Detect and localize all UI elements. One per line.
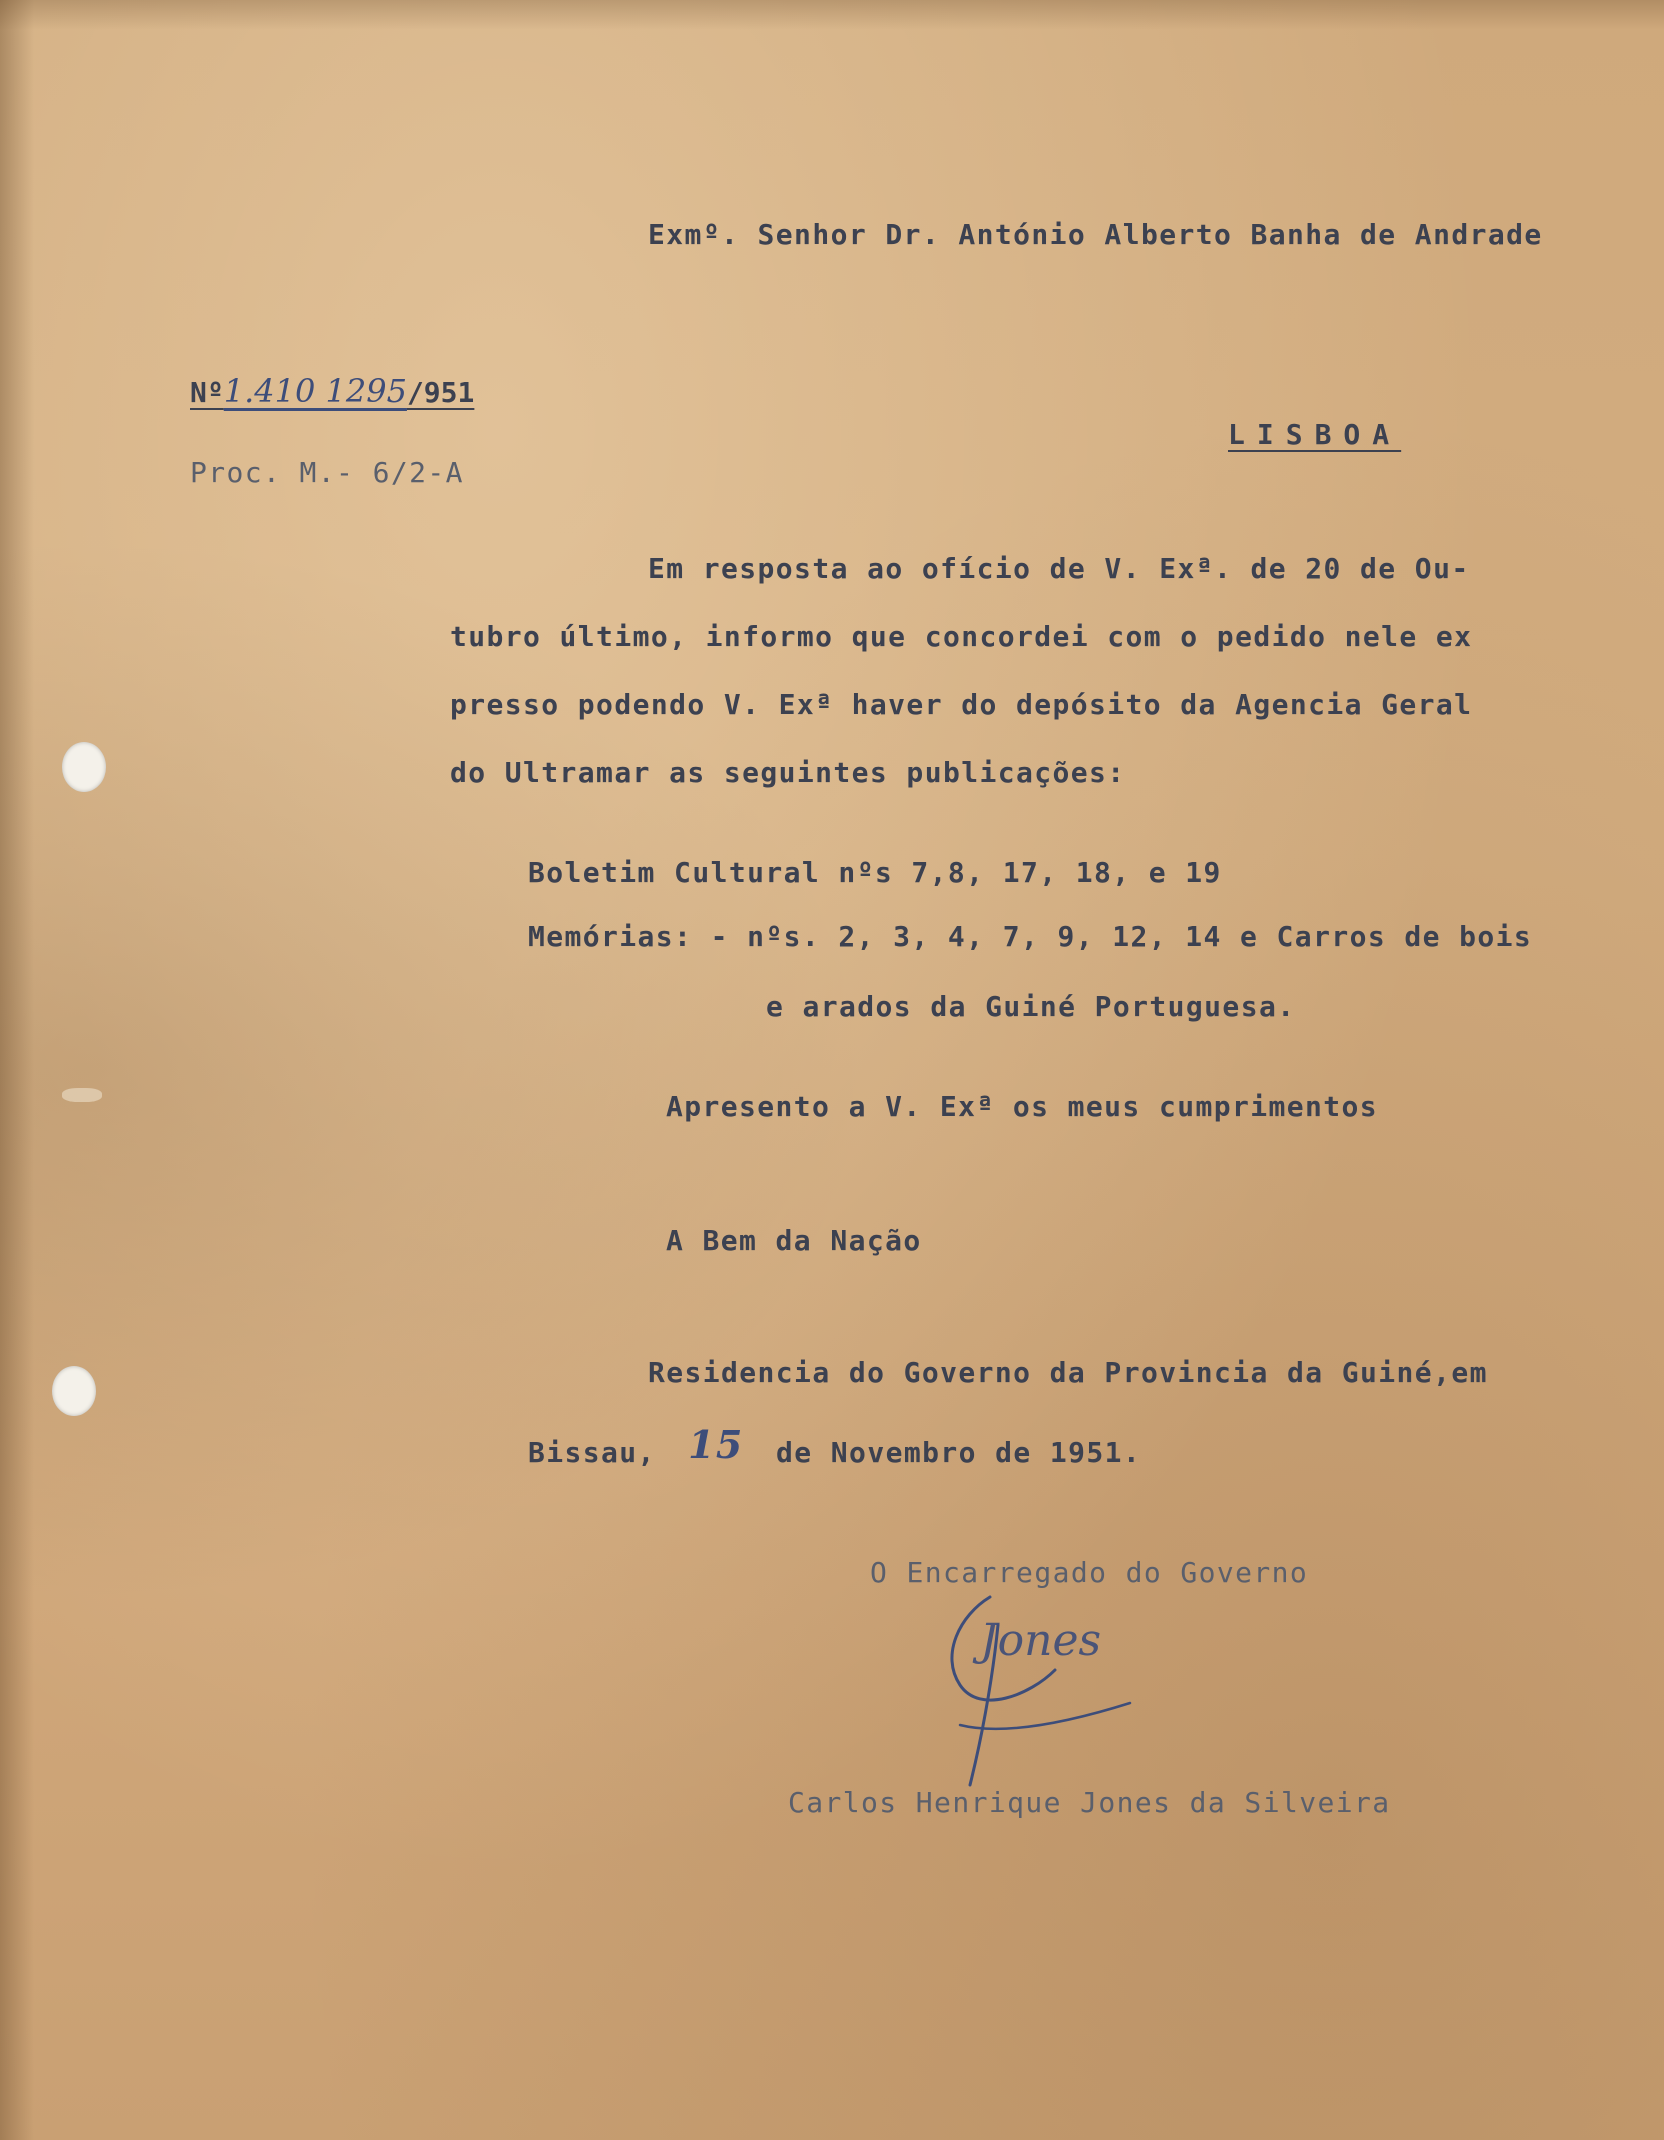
process-number: Proc. M.- 6/2-A bbox=[190, 456, 464, 489]
reference-year: /951 bbox=[406, 376, 475, 409]
punch-hole-upper bbox=[62, 742, 106, 792]
body-line-1: Em resposta ao ofício de V. Exª. de 20 de Ou- bbox=[648, 552, 1470, 585]
salutation-line: A Bem da Nação bbox=[666, 1224, 922, 1257]
signature-handwriting: Jones bbox=[980, 1615, 1102, 1666]
reference-prefix: Nº bbox=[190, 376, 224, 409]
signatory-title: O Encarregado do Governo bbox=[870, 1556, 1309, 1589]
publication-memorias: Memórias: - nºs. 2, 3, 4, 7, 9, 12, 14 e Carros de bois bbox=[528, 920, 1533, 953]
destination-city: LISBOA bbox=[1228, 418, 1402, 451]
greeting-line: Apresento a V. Exª os meus cumprimentos bbox=[666, 1090, 1379, 1123]
page-shadow-left bbox=[0, 0, 34, 2140]
place-line-1: Residencia do Governo da Provincia da Guiné,em bbox=[648, 1356, 1488, 1389]
body-line-4: do Ultramar as seguintes publicações: bbox=[450, 756, 1126, 789]
signatory-name: Carlos Henrique Jones da Silveira bbox=[788, 1786, 1391, 1819]
reference-handwritten-number: 1.410 1295 bbox=[223, 372, 407, 410]
handwritten-day: 15 bbox=[688, 1422, 744, 1467]
reference-number bbox=[190, 372, 474, 410]
punch-hole-lower bbox=[52, 1366, 96, 1416]
place-line-2-prefix: Bissau, bbox=[528, 1436, 656, 1469]
publication-bulletin: Boletim Cultural nºs 7,8, 17, 18, e 19 bbox=[528, 856, 1222, 889]
body-line-2: tubro último, informo que concordei com o pedido nele ex bbox=[450, 620, 1473, 653]
paper-crease bbox=[62, 1088, 102, 1102]
place-line-2-suffix: de Novembro de 1951. bbox=[776, 1436, 1142, 1469]
place-line-2 bbox=[528, 1422, 1142, 1471]
page-shadow-top bbox=[0, 0, 1664, 30]
publication-memorias-continued: e arados da Guiné Portuguesa. bbox=[766, 990, 1296, 1023]
body-line-3: presso podendo V. Exª haver do depósito da Agencia Geral bbox=[450, 688, 1473, 721]
addressee-line: Exmº. Senhor Dr. António Alberto Banha de Andrade bbox=[648, 218, 1543, 251]
